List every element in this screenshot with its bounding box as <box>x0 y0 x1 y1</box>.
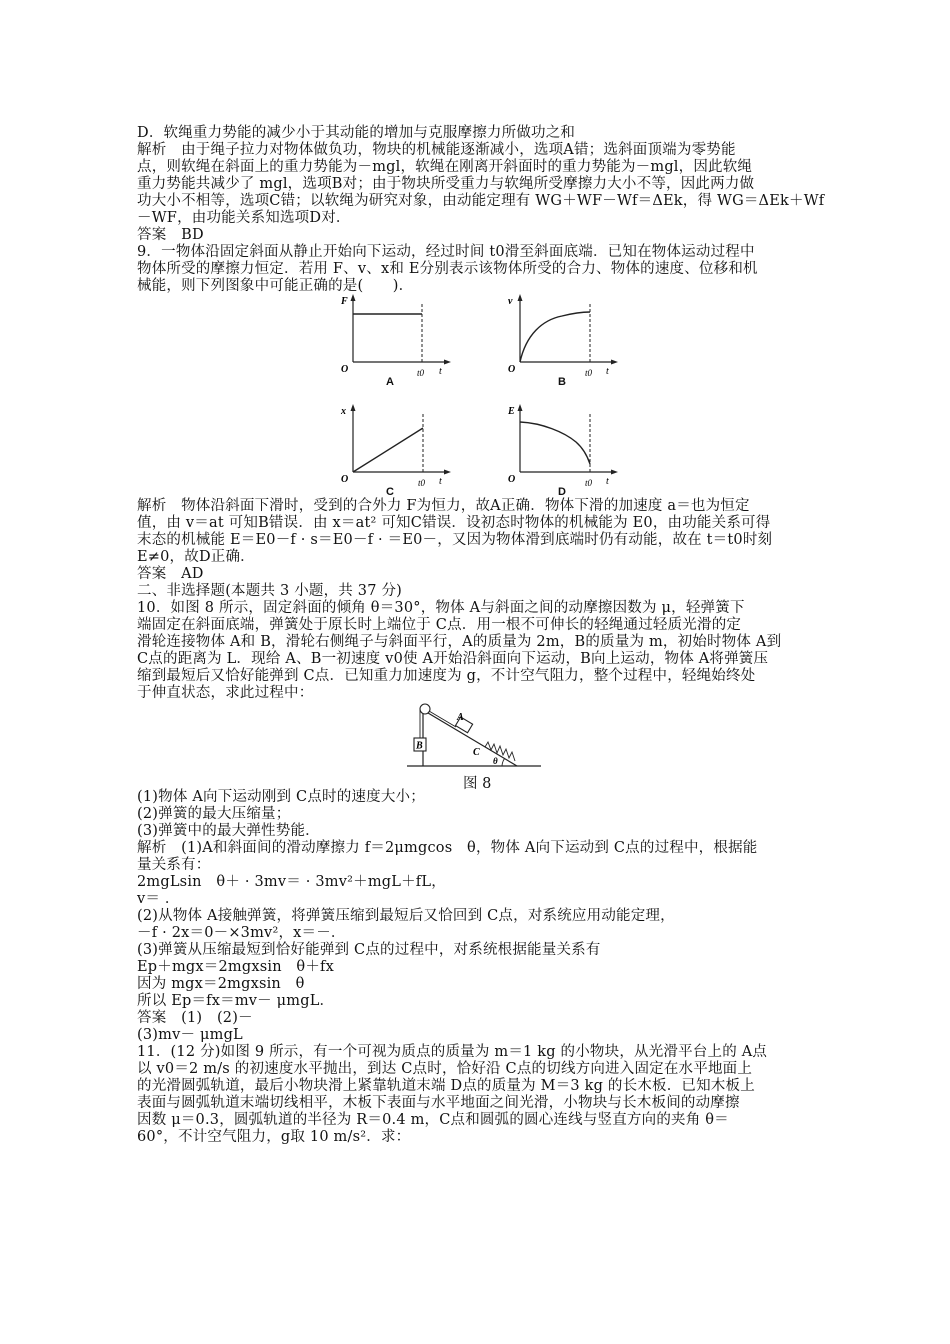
graph-d-y-label: E <box>508 406 515 417</box>
question-10-line: 滑轮连接物体 A和 B，滑轮右侧绳子与斜面平行，A的质量为 2m，B的质量为 m，初始时物体 A到 <box>137 634 782 650</box>
text-line: 解析 由于绳子拉力对物体做负功，物块的机械能逐渐减小，选项A错；选斜面顶端为零势能 <box>137 142 736 158</box>
text-line: D．软绳重力势能的减少小于其动能的增加与克服摩擦力所做功之和 <box>137 125 576 141</box>
text-line: 功大小不相等，选项C错；以软绳为研究对象，由动能定理有 WG＋WF－Wf＝ΔEk，得 WG＝ΔEk＋Wf <box>137 193 825 209</box>
question-10-line: 于伸直状态，求此过程中： <box>137 685 314 701</box>
equation-line: 所以 Ep＝fx＝mv－ μmgL． <box>137 993 335 1009</box>
solution-line: 量关系有： <box>137 857 211 873</box>
question-10-line: 缩到最短后又恰好能弹到 C点．已知重力加速度为 g，不计空气阻力，整个过程中，轻绳始终处 <box>137 668 756 684</box>
text-line: 末态的机械能 E＝E0－f · s＝E0－f · ＝E0－，又因为物体滑到底端时仍有动能，故在 t＝t0时刻 <box>137 532 773 548</box>
figure-8-label-b: B <box>416 740 423 752</box>
graph-a-t0: t0 <box>417 368 425 378</box>
graph-c-origin: O <box>341 474 349 485</box>
question-9-line: 械能，则下列图象中可能正确的是( )． <box>137 278 414 294</box>
graph-d-label: D <box>558 486 566 498</box>
graph-d-t0: t0 <box>585 478 593 488</box>
question-10-line: 10．如图 8 所示，固定斜面的倾角 θ＝30°，物体 A与斜面之间的动摩擦因数为 μ，轻弹簧下 <box>137 600 745 616</box>
sub-question-line: (2)弹簧的最大压缩量； <box>137 806 291 822</box>
text-line: E≠0，故D正确． <box>137 549 255 565</box>
graph-c-t0: t0 <box>418 478 426 488</box>
graph-c-label: C <box>386 486 394 498</box>
figure-8-label-a: A <box>457 712 464 723</box>
answer-line: 答案 AD <box>137 566 204 582</box>
solution-line: (2)从物体 A接触弹簧，将弹簧压缩到最短后又恰回到 C点，对系统应用动能定理， <box>137 908 675 924</box>
graph-d <box>502 400 622 500</box>
figure-8-label-theta: θ <box>493 756 498 766</box>
graph-c <box>335 400 455 500</box>
figure-8-caption: 图 8 <box>463 776 492 792</box>
text-line: －WF，由功能关系知选项D对． <box>137 210 351 226</box>
question-11-line: 60°，不计空气阻力，g取 10 m/s²．求： <box>137 1129 411 1145</box>
equation-line: v＝ ． <box>137 891 180 907</box>
text-line: 点，则软绳在斜面上的重力势能为－mgl，软绳在刚离开斜面时的重力势能为－mgl，因此软绳 <box>137 159 753 175</box>
question-10-line: 端固定在斜面底端，弹簧处于原长时上端位于 C点．用一根不可伸长的轻绳通过轻质光滑的定 <box>137 617 742 633</box>
graph-d-t: t <box>606 476 609 487</box>
graph-b-origin: O <box>508 364 516 375</box>
graph-c-t: t <box>439 476 442 487</box>
answer-line: 答案 BD <box>137 227 204 243</box>
figure-8-diagram <box>405 700 545 772</box>
graph-c-y-label: x <box>341 406 346 417</box>
answer-line: 答案 (1) (2)－ <box>137 1010 253 1026</box>
graph-b-t0: t0 <box>585 368 593 378</box>
answer-line: (3)mv－ μmgL <box>137 1027 243 1043</box>
section-heading: 二、非选择题(本题共 3 小题，共 37 分) <box>137 583 403 599</box>
sub-question-line: (1)物体 A向下运动刚到 C点时的速度大小； <box>137 789 425 805</box>
graph-b-label: B <box>558 376 566 388</box>
question-11-line: 因数 μ＝0.3，圆弧轨道的半径为 R＝0.4 m，C点和圆弧的圆心连线与竖直方向的夹角 θ＝ <box>137 1112 729 1128</box>
question-9-line: 物体所受的摩擦力恒定．若用 F、v、x和 E分别表示该物体所受的合力、物体的速度、位移和机 <box>137 261 758 277</box>
equation-line: Ep＋mgx＝2mgxsin θ＋fx <box>137 959 335 975</box>
equation-line: 因为 mgx＝2mgxsin θ <box>137 976 305 992</box>
graph-a-y-label: F <box>341 296 348 307</box>
graph-a <box>335 290 455 390</box>
graph-b <box>502 290 622 390</box>
question-11-line: 的光滑圆弧轨道，最后小物块滑上紧靠轨道末端 D点的质量为 M＝3 kg 的长木板．已知木板上 <box>137 1078 755 1094</box>
figure-8-label-c: C <box>473 747 480 758</box>
text-line: 值，由 v＝at 可知B错误．由 x＝at² 可知C错误．设初态时物体的机械能为 E0，由功能关系可得 <box>137 515 771 531</box>
graph-d-origin: O <box>508 474 516 485</box>
equation-line: 2mgLsin θ＋ · 3mv＝ · 3mv²＋mgL＋fL， <box>137 874 446 890</box>
text-line: 解析 物体沿斜面下滑时，受到的合外力 F为恒力，故A正确．物体下滑的加速度 a＝也为恒定 <box>137 498 750 514</box>
graph-a-label: A <box>386 376 394 388</box>
question-9-line: 9．一物体沿固定斜面从静止开始向下运动，经过时间 t0滑至斜面底端．已知在物体运动过程中 <box>137 244 755 260</box>
text-line: 重力势能共减少了 mgl，选项B对；由于物块所受重力与软绳所受摩擦力大小不等，因此两力做 <box>137 176 755 192</box>
graph-b-y-label: v <box>508 296 513 307</box>
solution-line: 解析 (1)A和斜面间的滑动摩擦力 f＝2μmgcos θ，物体 A向下运动到 C点的过程中，根据能 <box>137 840 758 856</box>
graph-b-t: t <box>606 366 609 377</box>
equation-line: －f · 2x＝0－×3mv²，x＝－． <box>137 925 346 941</box>
question-11-line: 表面与圆弧轨道末端切线相平，木板下表面与水平地面之间光滑，小物块与长木板间的动摩擦 <box>137 1095 740 1111</box>
question-10-line: C点的距离为 L．现给 A、B一初速度 v0使 A开始沿斜面向下运动，B向上运动，物体 A将弹簧压 <box>137 651 769 667</box>
sub-question-line: (3)弹簧中的最大弹性势能． <box>137 823 320 839</box>
question-11-line: 11．(12 分)如图 9 所示，有一个可视为质点的质量为 m＝1 kg 的小物块，从光滑平台上的 A点 <box>137 1044 768 1060</box>
graph-a-t: t <box>439 366 442 377</box>
graph-a-origin: O <box>341 364 349 375</box>
solution-line: (3)弹簧从压缩最短到恰好能弹到 C点的过程中，对系统根据能量关系有 <box>137 942 601 958</box>
question-11-line: 以 v0＝2 m/s 的初速度水平抛出，到达 C点时，恰好沿 C点的切线方向进入固定在水平地面上 <box>137 1061 753 1077</box>
